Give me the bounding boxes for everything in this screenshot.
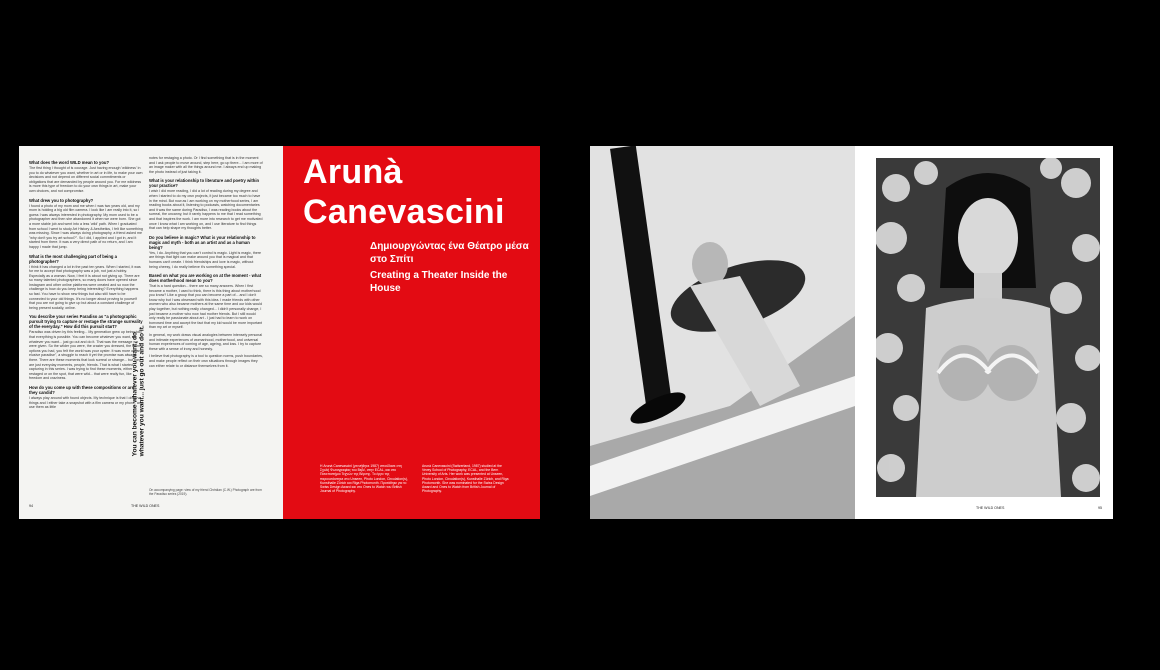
magazine-spread-right <box>590 146 1113 519</box>
interview-question: What drew you to photography? <box>29 197 94 203</box>
interview-answer: Paradiso was driven by this feeling... My generation grew up being told that everything is possible. You can become whatever you want, do whatever you want... just go out and do it. That was the message we were given. So the wilder you were, the crazier you dressed, the more options you had, you felt the world was your oyster. It was more of "an elusive paradise", a struggle to reach it yet the promise was always there. There are these moments that look surreal or strange... but they are just everyday moments, people, friends. That is what I started capturing in this series. I was trying to find these moments, either restaged or on the spot, that were wild... that were really fun, like freedom and craziness. <box>29 330 142 381</box>
interview-column-2 <box>149 156 263 371</box>
interview-answer: The first thing I thought of is courage. Just having enough 'wildness' in you to do whatever you want, whether in art or in life, to make your own decisions and not depend on different social commitments or obligations that are demanded by people around you. For me wildness is more this type of freedom to do your own things in art, make your own choices, and not compromise. <box>29 166 143 193</box>
interview-answer: notes for restaging a photo. Or I find something that is in the moment and I ask people to move around, step here, go up there... I am more of an image maker with all the things around me. I always end up making the photo instead of just taking it. <box>149 156 263 174</box>
page-number: 95 <box>1098 506 1102 510</box>
text-page <box>19 146 283 519</box>
interview-answer: I wish I did more reading, I did a lot of reading during my degree and when I started to do my own projects, it just became too much to have in the mind. But now as I am working on my motherhood series, I am reading books about it, listening to podcasts, watching documentaries and it was the same during Paradiso, I was reading books about the surreal, the uncanny, but it rarely happens to me that I read something and that inspires the work. I am more into research to get me motivated once I know what I am working on, and I use literature to find things that can help shape my thoughts better. <box>149 189 263 231</box>
interview-question: What is the most challenging part of being a photographer? <box>29 253 117 264</box>
interview-answer: Yes, I do. Anything that you can't control is magic. Light is magic, there are things that light can make around you that is magical and that humans can't create. I think friendships and love is magic, without being cheesy, I do really believe it's something special. <box>149 250 262 269</box>
interview-question: What is your relationship to literature and poetry within your practice? <box>149 178 260 189</box>
interview-answer: That is a hard question... there are so many answers. When I first became a mother, I used to think, there is this thing about motherhood you know? Like a group that you can become a part of... and I don't know why but I was obsessed with this idea. I made friends with other women who also became mothers at the same time and our kids would play together, but nothing really changed... I didn't personally change, I just became a mother who now had mother friends. But I still would only really be passionate about art - I just had to learn to work on borrowed time and accept the fact that my kid would be more important than my art or myself. <box>149 284 263 330</box>
photo-portrait-illustration <box>876 158 1100 497</box>
bio-english: Arunà Canevascini (Switzerland, 1987) studied at the Vevey School of Photography, ECAL, and the Bern University of Arts. Her work was presented at Unseen, Photo London, Circulation(s), Kunsthalle Zürich, and Riga Photomonth. She was nominated for the Swiss Design Award and Ones to Watch from British Journal of Photography. <box>422 464 509 494</box>
interview-answer: I found a photo of my mom and me when I was two years old, and my mom is holding a big old film camera. I look like I am really into it, so I guess I was always interested in photography. My mom used to be a photographer and then she abandoned it when we were born. She got a more stable job and went into a less 'wild' path. When I graduated from school I went to study Art History & Aesthetics, I felt like something was missing. Since I was always doing photography, a friend asked me "why don't you try art school?". So I did, I applied and I got in, and it started from there. It was a very direct path of no return, and I am happy I made that jump. <box>29 203 143 249</box>
subtitle-greek: Δημιουργώντας ένα Θέατρο μέσα στο Σπίτι <box>370 241 529 265</box>
interview-question: You describe your series Paradiso as "a photographic pursuit trying to capture or restage the strange surreality of the everyday." How did this pursuit start? <box>29 314 143 330</box>
interview-question: Based on what you are working on at the moment - what does motherhood mean to you? <box>149 273 262 284</box>
artist-name <box>303 152 505 232</box>
artist-name-line-1: Arunà <box>303 153 403 191</box>
interview-answer: I always play around with found objects. My technique is that I observe things and I either take a snapshot with a film camera or my phone, and use them as little <box>29 395 143 410</box>
page-number: 94 <box>29 504 33 508</box>
photo-pool-illustration <box>590 146 855 519</box>
interview-question: What does the word WILD mean to you? <box>29 160 110 165</box>
interview-question: Do you believe in magic? What is your relationship to magic and myth - both as an artist and as a human being? <box>149 234 256 250</box>
photo-pool-scene <box>590 146 855 519</box>
interview-question: How do you come up with these compositions or are they candid? <box>29 384 134 395</box>
interview-answer: I believe that photography is a tool to question norms, push boundaries, and make people reflect on their own situations through images they can either relate to or distance themselves from it. <box>149 354 263 368</box>
interview-answer: I think it has changed a lot in the past ten years. When I started, it was for me to accept that photography was a job, not just a hobby. Especially as a woman. Now, I feel it is about not giving up. There are so many talented photographers, so many doors have opened since Instagram and other online platforms were created and so now the challenge is how do you keep being interesting? Everything happens so fast. You have to show new things but also still have to be connected to your old things. It's no longer about proving to yourself that you are not going to give up but about a constant challenge of being present socially, online. <box>29 264 141 310</box>
interview-answer: In general, my work draws visual analogies between intensely personal and intimate experiences of womanhood, motherhood, and universal human experiences of coming of age, ageing, and loss. I try to capture these with a sense of irony and honesty. <box>149 333 263 351</box>
subtitle-english: Creating a Theater Inside the House <box>370 270 508 294</box>
interview-column-1 <box>29 156 143 413</box>
photo-portrait <box>876 158 1100 497</box>
magazine-spread-left <box>19 146 540 519</box>
photo-caption: On accompanying page: view of my friend Christian (C.W.) Photograph are from the Paradiso series (2019). <box>149 488 262 496</box>
bio-greek: Η Arunà Canevascini (γεννήθηκε 1987) σπούδασε στη Σχολή Φωτογραφίας του Βεβέ, στην ECAL, και στο Πανεπιστήμιο Τεχνών της Βέρνης. Το έργο της παρουσιάστηκε στο Unseen, Photo London, Circulation(s), Kunsthalle Zürich και Riga Photomonth. Προτάθηκε για το Swiss Design Award και στο Ones to Watch του British Journal of Photography. <box>320 464 408 494</box>
pull-quote-container <box>127 306 151 466</box>
pull-quote: You can become whatever you want, do whatever you want... just go out and do it. <box>131 325 146 457</box>
title-page <box>283 146 540 519</box>
artist-name-line-2: Canevascini <box>303 193 505 231</box>
magazine-name: THE WILD ONES <box>976 506 1005 510</box>
magazine-name: THE WILD ONES <box>131 504 160 508</box>
